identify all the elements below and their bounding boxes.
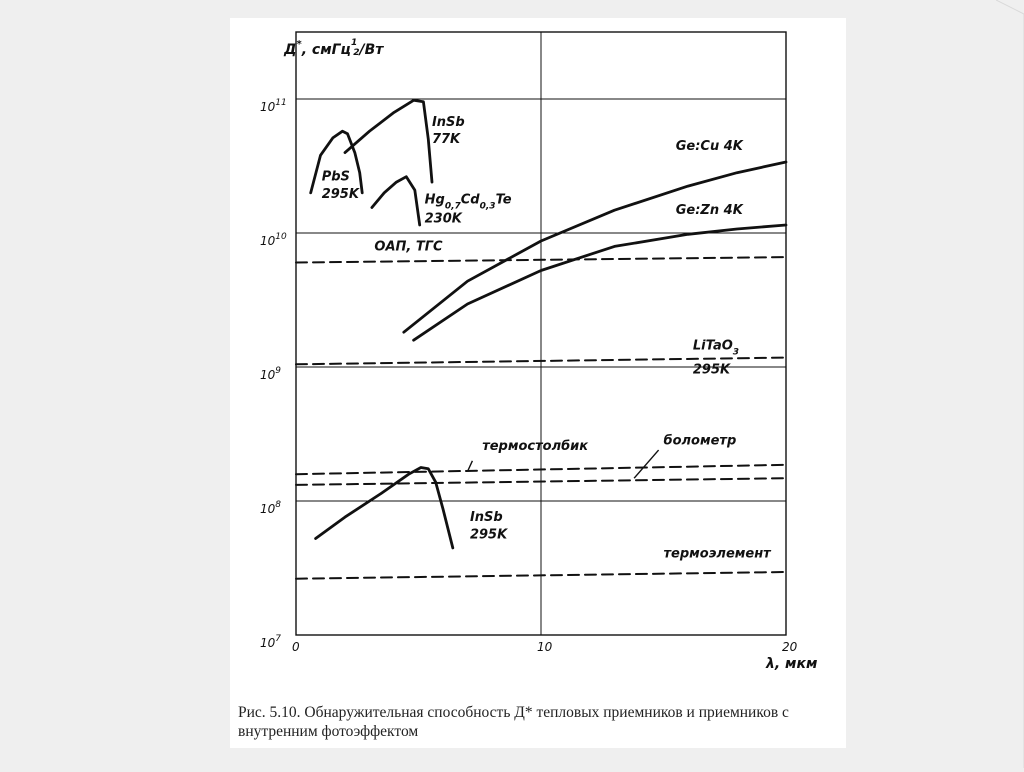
series-label-1-0: InSb: [431, 114, 465, 130]
slide-edge-decoration: [996, 0, 1024, 768]
series-label-1-1: 77K: [431, 132, 461, 148]
label-subscript: 0,3: [479, 201, 496, 212]
figure-caption: Рис. 5.10. Обнаружительная способность Д* тепловых приемников и приемников с внутренним фотоэффектом: [238, 704, 789, 740]
x-axis-label: λ, мкм: [766, 656, 818, 672]
y-tick-label-2: $10^9$: [260, 366, 282, 382]
y-tick-exponent: 10: [275, 232, 287, 242]
y-tick-exponent: 8: [275, 500, 282, 510]
label-mid: Cd: [460, 192, 480, 208]
series-label-7-0: термостолбик: [482, 439, 589, 455]
series-label-4-0: Ge:Zn 4K: [675, 203, 743, 219]
y-tick-exponent: 9: [275, 366, 282, 376]
y-tick-label-3: $10^{10}$: [260, 232, 287, 248]
x-tick-label-0: 0: [292, 640, 300, 654]
series-label-10-1: 295K: [469, 527, 508, 543]
series-label-0-1: 295K: [321, 187, 359, 203]
series-line-4: [414, 225, 786, 340]
y-label-sup: *: [296, 39, 302, 50]
y-label-frac-den: 2: [353, 48, 360, 58]
y-label-mid: , смГц: [301, 42, 351, 58]
label-subscript: 3: [732, 347, 740, 358]
series-label-5-0: ОАП, ТГС: [374, 239, 443, 255]
series-label-0-0: PbS: [321, 169, 350, 185]
label-subscript: 0,7: [444, 201, 461, 212]
series-label-6-1: 295K: [692, 362, 731, 378]
y-label-base: Д: [284, 42, 297, 58]
y-tick-label-1: $10^8$: [260, 500, 282, 516]
x-tick-label-1: 10: [537, 640, 553, 654]
series-line-2: [372, 177, 420, 225]
y-axis-label: [283, 38, 384, 58]
series-label-2-1: 230K: [424, 211, 462, 227]
x-tick-label-2: 20: [782, 640, 798, 654]
bolometer-leader: [634, 450, 659, 478]
series-label-2-0: $Hg_{0,7}Cd_{0,3}Te$: [424, 192, 512, 212]
series-label-8-0: болометр: [663, 433, 737, 449]
label-tail: Te: [495, 192, 512, 208]
detectivity-chart: [230, 18, 846, 748]
series-label-6-0: LiTaO$_3$: [692, 338, 740, 358]
series-label-9-0: термоэлемент: [663, 546, 771, 562]
y-label-frac-num: 1: [350, 38, 358, 48]
y-tick-exponent: 7: [275, 634, 282, 644]
slide-edge-arrow: [996, 0, 1024, 768]
series-label-3-0: Ge:Cu 4K: [675, 138, 743, 154]
y-tick-label-4: $10^{11}$: [260, 98, 287, 114]
series-line-10: [316, 468, 453, 548]
series-label-10-0: InSb: [469, 510, 503, 526]
figure-panel: [230, 18, 846, 748]
y-tick-exponent: 11: [275, 98, 287, 108]
y-tick-label-0: $10^7$: [260, 634, 282, 650]
y-label-tail: /Вт: [359, 42, 384, 58]
